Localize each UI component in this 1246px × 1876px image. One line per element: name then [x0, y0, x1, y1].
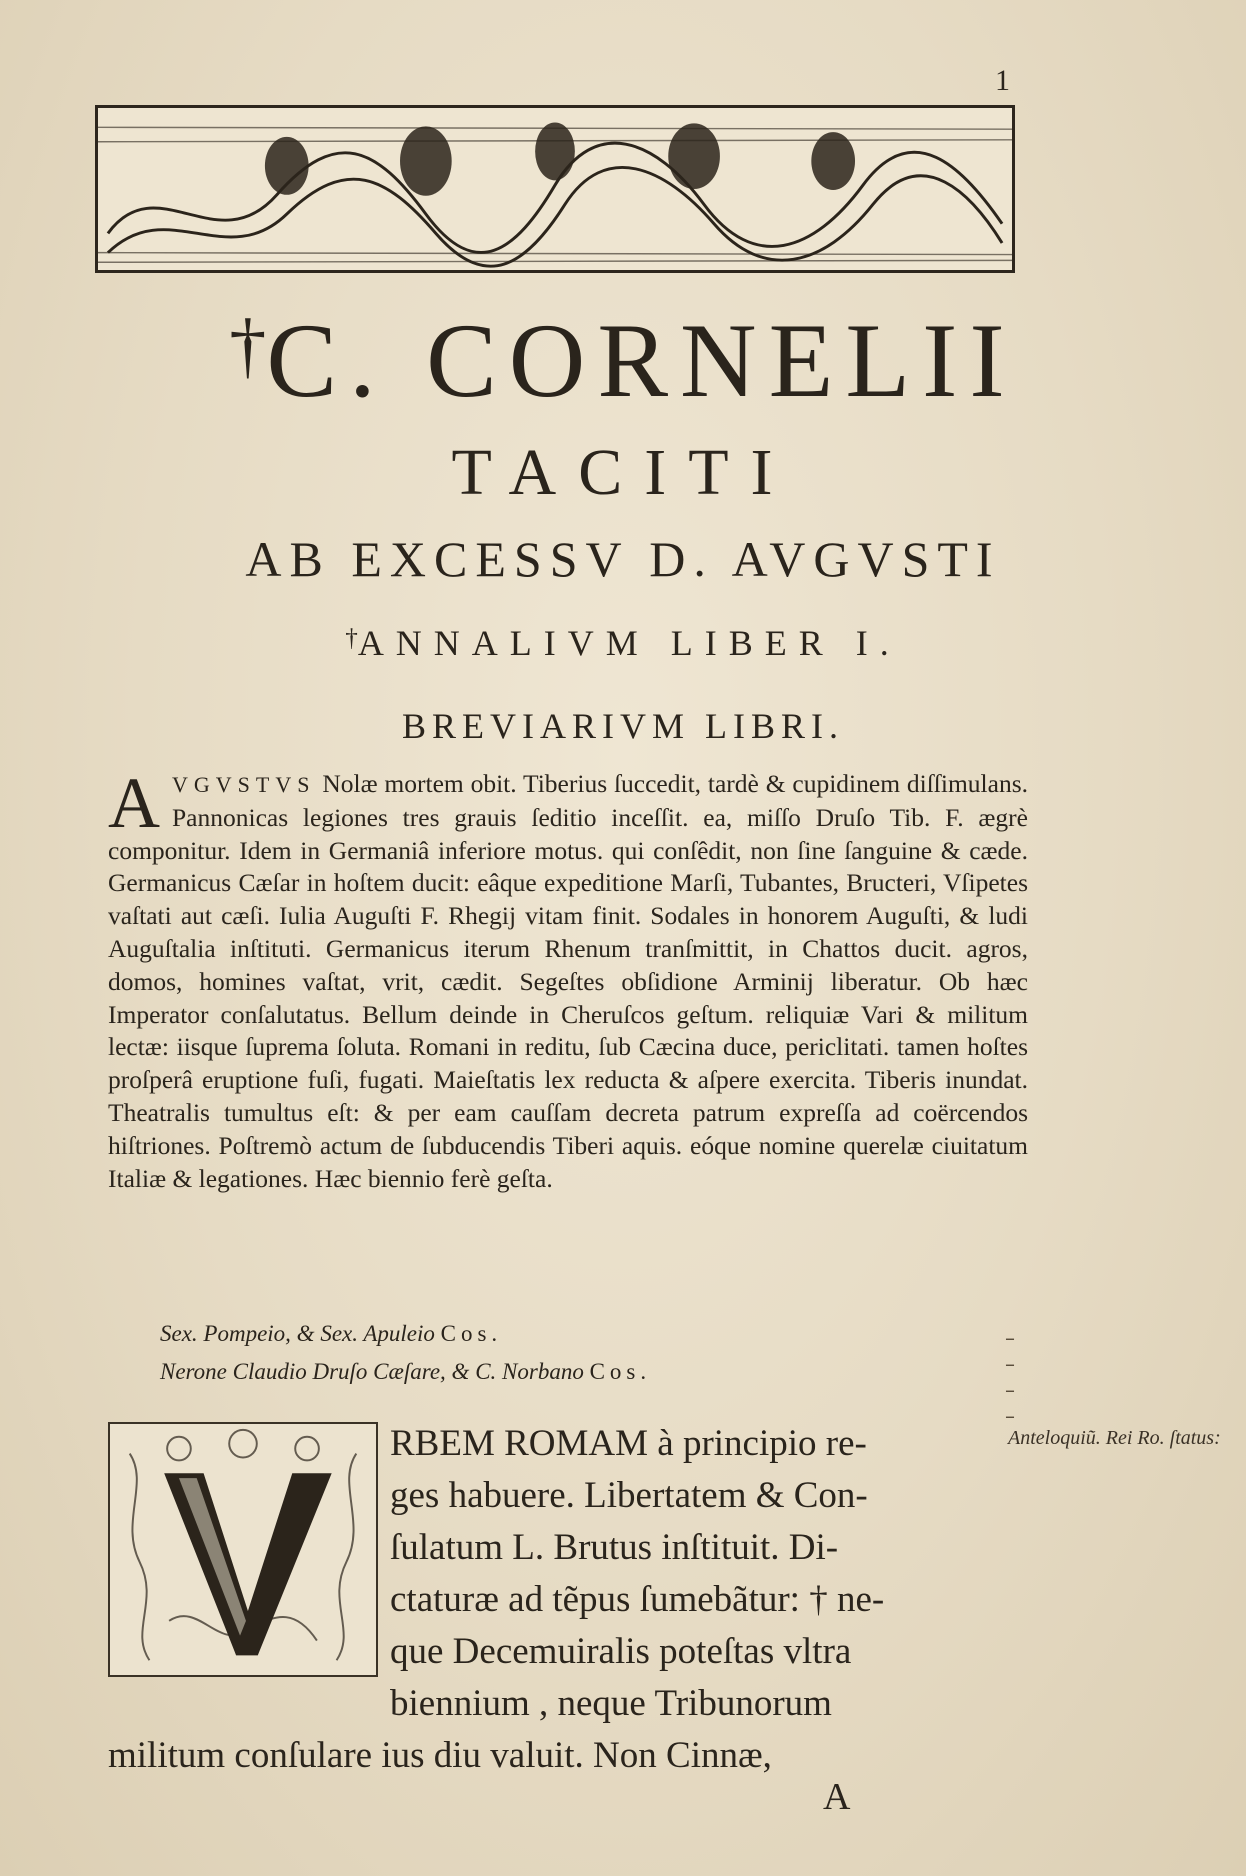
text-line: ges habuere. Libertatem & Con-	[390, 1475, 868, 1516]
consul-names: Sex. Pompeio, & Sex. Apuleio	[160, 1321, 435, 1346]
title-book-text: ANNALIVM LIBER I.	[357, 623, 901, 663]
text-line: ctaturæ ad tẽpus ſumebãtur: † ne-	[390, 1579, 885, 1620]
consul-abbrev: Cos.	[440, 1321, 503, 1346]
text-line: que Decemuiralis poteſtas vltra	[390, 1631, 852, 1672]
title-author	[0, 300, 1246, 422]
headpiece-ornament-icon	[98, 108, 1012, 270]
summary-initial: A	[108, 763, 160, 843]
consul-abbrev: Cos.	[589, 1359, 652, 1384]
signature-mark: A	[823, 1776, 851, 1818]
consul-line	[160, 1315, 960, 1353]
title-cognomen: TACITI	[451, 436, 795, 509]
text-line-full-width: militum conſulare ius diu valuit. Non Cinnæ,	[108, 1735, 772, 1776]
decorated-initial-v-icon	[110, 1424, 376, 1675]
decorated-initial	[108, 1422, 378, 1677]
consul-names: Nerone Claudio Druſo Cæſare, & C. Norbano	[160, 1359, 584, 1384]
page-number: 1	[995, 64, 1010, 97]
main-text-column	[390, 1418, 1010, 1730]
dagger-mark: †	[229, 305, 267, 388]
handwritten-marginal-note: Anteloquiũ. Rei Ro. ſtatus:	[1008, 1427, 1221, 1449]
title-book	[0, 622, 1246, 664]
summary-text: Nolæ mortem obit. Tiberius ſuccedit, tardè & cupidinem diſſimulans. Pannonicas legiones tres grauis ſeditio inceſſit. ea, miſſo Druſo Tib. F. ægrè componitur. Idem in Germaniâ inferiore motus. qui conſêdit, non ſine ſanguine & cæde. Germanicus Cæſar in hoſtem ducit: eâque expeditione Marſi, Tubantes, Bructeri, Vſipetes vaſtati aut cæſi. Iulia Auguſti F. Rhegij vitam finit. Sodales in honorem Auguſti, & ludi Auguſtalia inſtituti. Germanicus iterum Rhenum tranſmittit, in Chattos ducit. agros, domos, homines vaſtat, vrit, cædit. Segeſtes obſidione Arminij liberatur. Ob hæc Imperator conſalutatus. Bellum deinde in Cheruſcos geſtum. reliquiæ Vari & militum lectæ: iisque ſuprema ſoluta. Romani in reditu, ſub Cæcina duce, periclitati. tamen hoſtes proſperâ eruptione fuſi, fugati. Maieſtatis lex reducta & aſpere exercita. Tiberis inundat. Theatralis tumultus eſt: & per eam cauſſam decreta patrum expreſſa ad coërcendos hiſtriones. Poſtremò actum de ſubducendis Tiberi aquis. eóque nomine querelæ ciuitatum Italiæ & legationes. Hæc biennio ferè geſta.	[108, 769, 1029, 1193]
breviarium-heading: BREVIARIVM LIBRI.	[402, 706, 844, 746]
title-author-text: C. CORNELII	[266, 302, 1017, 419]
margin-marks: – – – –	[1005, 1326, 1015, 1428]
dagger-mark: †	[345, 625, 358, 653]
text-line: RBEM ROMAM à principio re-	[390, 1423, 867, 1464]
title-subtitle: AB EXCESSV D. AVGVSTI	[245, 531, 1001, 587]
woodcut-headpiece	[95, 105, 1015, 273]
breviarium-summary	[108, 763, 1029, 1195]
summary-first-word: VGVSTVS	[172, 772, 316, 797]
text-line: ſulatum L. Brutus inſtituit. Di-	[390, 1527, 839, 1568]
consul-line	[160, 1353, 960, 1391]
consuls-block	[160, 1315, 960, 1391]
text-line: biennium , neque Tribunorum	[390, 1683, 832, 1724]
